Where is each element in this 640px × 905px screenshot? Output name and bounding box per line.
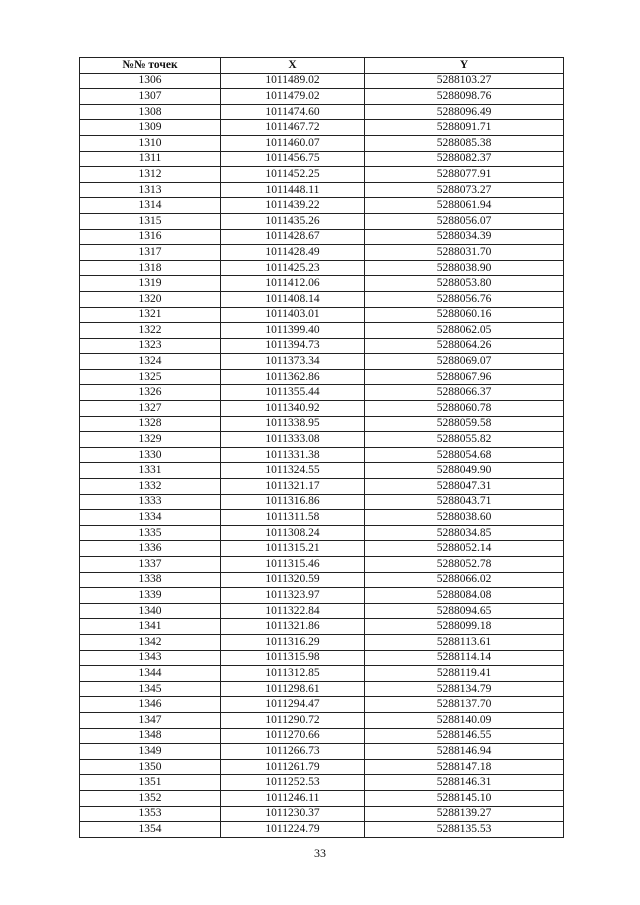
- page-number: 33: [314, 846, 326, 860]
- x-cell: 1011428.49: [221, 245, 365, 261]
- y-cell: 5288056.07: [365, 213, 564, 229]
- table-row: [80, 603, 564, 619]
- table-row: [80, 588, 564, 604]
- x-cell: 1011224.79: [221, 822, 365, 838]
- coordinates-table: [79, 57, 564, 838]
- x-cell: 1011460.07: [221, 135, 365, 151]
- table-row: [80, 198, 564, 214]
- table-row: [80, 416, 564, 432]
- x-cell: 1011322.84: [221, 603, 365, 619]
- point-number-cell: 1308: [80, 104, 221, 120]
- y-cell: 5288052.14: [365, 541, 564, 557]
- point-number-cell: 1318: [80, 260, 221, 276]
- header-point-number: №№ точек: [80, 58, 221, 74]
- y-cell: 5288147.18: [365, 759, 564, 775]
- x-cell: 1011315.21: [221, 541, 365, 557]
- point-number-cell: 1330: [80, 447, 221, 463]
- point-number-cell: 1325: [80, 369, 221, 385]
- y-cell: 5288114.14: [365, 650, 564, 666]
- header-row: [80, 58, 564, 74]
- x-cell: 1011333.08: [221, 432, 365, 448]
- y-cell: 5288049.90: [365, 463, 564, 479]
- point-number-cell: 1342: [80, 634, 221, 650]
- point-number-cell: 1328: [80, 416, 221, 432]
- y-cell: 5288077.91: [365, 167, 564, 183]
- y-cell: 5288034.85: [365, 525, 564, 541]
- table-row: [80, 822, 564, 838]
- table-row: [80, 354, 564, 370]
- x-cell: 1011320.59: [221, 572, 365, 588]
- x-cell: 1011428.67: [221, 229, 365, 245]
- x-cell: 1011394.73: [221, 338, 365, 354]
- table-row: [80, 182, 564, 198]
- y-cell: 5288060.16: [365, 307, 564, 323]
- y-cell: 5288103.27: [365, 73, 564, 89]
- table-row: [80, 525, 564, 541]
- y-cell: 5288119.41: [365, 666, 564, 682]
- table-row: [80, 167, 564, 183]
- point-number-cell: 1327: [80, 401, 221, 417]
- y-cell: 5288145.10: [365, 790, 564, 806]
- y-cell: 5288094.65: [365, 603, 564, 619]
- y-cell: 5288052.78: [365, 557, 564, 573]
- point-number-cell: 1351: [80, 775, 221, 791]
- table-row: [80, 479, 564, 495]
- point-number-cell: 1323: [80, 338, 221, 354]
- y-cell: 5288134.79: [365, 681, 564, 697]
- table-row: [80, 634, 564, 650]
- point-number-cell: 1309: [80, 120, 221, 136]
- x-cell: 1011340.92: [221, 401, 365, 417]
- x-cell: 1011315.46: [221, 557, 365, 573]
- table-header: [80, 58, 564, 74]
- x-cell: 1011435.26: [221, 213, 365, 229]
- point-number-cell: 1334: [80, 510, 221, 526]
- point-number-cell: 1307: [80, 89, 221, 105]
- x-cell: 1011323.97: [221, 588, 365, 604]
- y-cell: 5288056.76: [365, 291, 564, 307]
- point-number-cell: 1339: [80, 588, 221, 604]
- point-number-cell: 1341: [80, 619, 221, 635]
- x-cell: 1011338.95: [221, 416, 365, 432]
- y-cell: 5288137.70: [365, 697, 564, 713]
- point-number-cell: 1340: [80, 603, 221, 619]
- y-cell: 5288091.71: [365, 120, 564, 136]
- point-number-cell: 1316: [80, 229, 221, 245]
- y-cell: 5288062.05: [365, 323, 564, 339]
- point-number-cell: 1345: [80, 681, 221, 697]
- point-number-cell: 1329: [80, 432, 221, 448]
- table-row: [80, 213, 564, 229]
- table-row: [80, 681, 564, 697]
- table-row: [80, 135, 564, 151]
- y-cell: 5288099.18: [365, 619, 564, 635]
- table-row: [80, 697, 564, 713]
- point-number-cell: 1310: [80, 135, 221, 151]
- table-row: [80, 73, 564, 89]
- table-row: [80, 432, 564, 448]
- header-x: X: [221, 58, 365, 74]
- table-row: [80, 744, 564, 760]
- y-cell: 5288059.58: [365, 416, 564, 432]
- table-body: [80, 73, 564, 837]
- table-row: [80, 401, 564, 417]
- y-cell: 5288053.80: [365, 276, 564, 292]
- y-cell: 5288098.76: [365, 89, 564, 105]
- point-number-cell: 1311: [80, 151, 221, 167]
- table-row: [80, 260, 564, 276]
- x-cell: 1011316.86: [221, 494, 365, 510]
- table-row: [80, 712, 564, 728]
- point-number-cell: 1338: [80, 572, 221, 588]
- table-row: [80, 323, 564, 339]
- point-number-cell: 1320: [80, 291, 221, 307]
- table-row: [80, 151, 564, 167]
- y-cell: 5288069.07: [365, 354, 564, 370]
- y-cell: 5288031.70: [365, 245, 564, 261]
- y-cell: 5288066.02: [365, 572, 564, 588]
- y-cell: 5288066.37: [365, 385, 564, 401]
- x-cell: 1011290.72: [221, 712, 365, 728]
- x-cell: 1011479.02: [221, 89, 365, 105]
- y-cell: 5288043.71: [365, 494, 564, 510]
- point-number-cell: 1350: [80, 759, 221, 775]
- point-number-cell: 1344: [80, 666, 221, 682]
- x-cell: 1011321.86: [221, 619, 365, 635]
- table-row: [80, 385, 564, 401]
- x-cell: 1011489.02: [221, 73, 365, 89]
- x-cell: 1011408.14: [221, 291, 365, 307]
- point-number-cell: 1312: [80, 167, 221, 183]
- x-cell: 1011425.23: [221, 260, 365, 276]
- point-number-cell: 1333: [80, 494, 221, 510]
- x-cell: 1011230.37: [221, 806, 365, 822]
- y-cell: 5288073.27: [365, 182, 564, 198]
- point-number-cell: 1349: [80, 744, 221, 760]
- point-number-cell: 1324: [80, 354, 221, 370]
- y-cell: 5288047.31: [365, 479, 564, 495]
- x-cell: 1011362.86: [221, 369, 365, 385]
- x-cell: 1011452.25: [221, 167, 365, 183]
- point-number-cell: 1326: [80, 385, 221, 401]
- point-number-cell: 1348: [80, 728, 221, 744]
- y-cell: 5288096.49: [365, 104, 564, 120]
- table-row: [80, 338, 564, 354]
- point-number-cell: 1337: [80, 557, 221, 573]
- point-number-cell: 1313: [80, 182, 221, 198]
- table-row: [80, 790, 564, 806]
- table-row: [80, 666, 564, 682]
- y-cell: 5288140.09: [365, 712, 564, 728]
- table-row: [80, 245, 564, 261]
- table-row: [80, 307, 564, 323]
- point-number-cell: 1346: [80, 697, 221, 713]
- x-cell: 1011311.58: [221, 510, 365, 526]
- point-number-cell: 1353: [80, 806, 221, 822]
- point-number-cell: 1319: [80, 276, 221, 292]
- table-row: [80, 759, 564, 775]
- x-cell: 1011399.40: [221, 323, 365, 339]
- point-number-cell: 1336: [80, 541, 221, 557]
- point-number-cell: 1306: [80, 73, 221, 89]
- y-cell: 5288139.27: [365, 806, 564, 822]
- x-cell: 1011315.98: [221, 650, 365, 666]
- x-cell: 1011403.01: [221, 307, 365, 323]
- x-cell: 1011373.34: [221, 354, 365, 370]
- table-row: [80, 619, 564, 635]
- x-cell: 1011246.11: [221, 790, 365, 806]
- table-row: [80, 494, 564, 510]
- y-cell: 5288054.68: [365, 447, 564, 463]
- x-cell: 1011467.72: [221, 120, 365, 136]
- table-row: [80, 120, 564, 136]
- x-cell: 1011456.75: [221, 151, 365, 167]
- table-row: [80, 229, 564, 245]
- header-y: Y: [365, 58, 564, 74]
- table-row: [80, 775, 564, 791]
- x-cell: 1011474.60: [221, 104, 365, 120]
- table-row: [80, 291, 564, 307]
- y-cell: 5288146.94: [365, 744, 564, 760]
- table-row: [80, 541, 564, 557]
- table-row: [80, 463, 564, 479]
- y-cell: 5288113.61: [365, 634, 564, 650]
- y-cell: 5288084.08: [365, 588, 564, 604]
- y-cell: 5288146.31: [365, 775, 564, 791]
- table-row: [80, 510, 564, 526]
- point-number-cell: 1317: [80, 245, 221, 261]
- point-number-cell: 1347: [80, 712, 221, 728]
- table-row: [80, 557, 564, 573]
- x-cell: 1011316.29: [221, 634, 365, 650]
- x-cell: 1011312.85: [221, 666, 365, 682]
- x-cell: 1011324.55: [221, 463, 365, 479]
- table-row: [80, 89, 564, 105]
- x-cell: 1011252.53: [221, 775, 365, 791]
- point-number-cell: 1335: [80, 525, 221, 541]
- table-row: [80, 104, 564, 120]
- y-cell: 5288064.26: [365, 338, 564, 354]
- point-number-cell: 1343: [80, 650, 221, 666]
- y-cell: 5288034.39: [365, 229, 564, 245]
- x-cell: 1011448.11: [221, 182, 365, 198]
- point-number-cell: 1315: [80, 213, 221, 229]
- table-row: [80, 447, 564, 463]
- x-cell: 1011439.22: [221, 198, 365, 214]
- y-cell: 5288146.55: [365, 728, 564, 744]
- table-row: [80, 572, 564, 588]
- x-cell: 1011298.61: [221, 681, 365, 697]
- point-number-cell: 1352: [80, 790, 221, 806]
- point-number-cell: 1322: [80, 323, 221, 339]
- x-cell: 1011270.66: [221, 728, 365, 744]
- x-cell: 1011412.06: [221, 276, 365, 292]
- x-cell: 1011261.79: [221, 759, 365, 775]
- x-cell: 1011308.24: [221, 525, 365, 541]
- y-cell: 5288061.94: [365, 198, 564, 214]
- point-number-cell: 1354: [80, 822, 221, 838]
- y-cell: 5288060.78: [365, 401, 564, 417]
- x-cell: 1011331.38: [221, 447, 365, 463]
- x-cell: 1011355.44: [221, 385, 365, 401]
- y-cell: 5288067.96: [365, 369, 564, 385]
- table-row: [80, 369, 564, 385]
- x-cell: 1011266.73: [221, 744, 365, 760]
- table-row: [80, 728, 564, 744]
- y-cell: 5288038.60: [365, 510, 564, 526]
- point-number-cell: 1331: [80, 463, 221, 479]
- y-cell: 5288055.82: [365, 432, 564, 448]
- table-row: [80, 806, 564, 822]
- table-row: [80, 276, 564, 292]
- table-row: [80, 650, 564, 666]
- x-cell: 1011294.47: [221, 697, 365, 713]
- point-number-cell: 1332: [80, 479, 221, 495]
- y-cell: 5288082.37: [365, 151, 564, 167]
- y-cell: 5288038.90: [365, 260, 564, 276]
- y-cell: 5288085.38: [365, 135, 564, 151]
- x-cell: 1011321.17: [221, 479, 365, 495]
- point-number-cell: 1314: [80, 198, 221, 214]
- point-number-cell: 1321: [80, 307, 221, 323]
- y-cell: 5288135.53: [365, 822, 564, 838]
